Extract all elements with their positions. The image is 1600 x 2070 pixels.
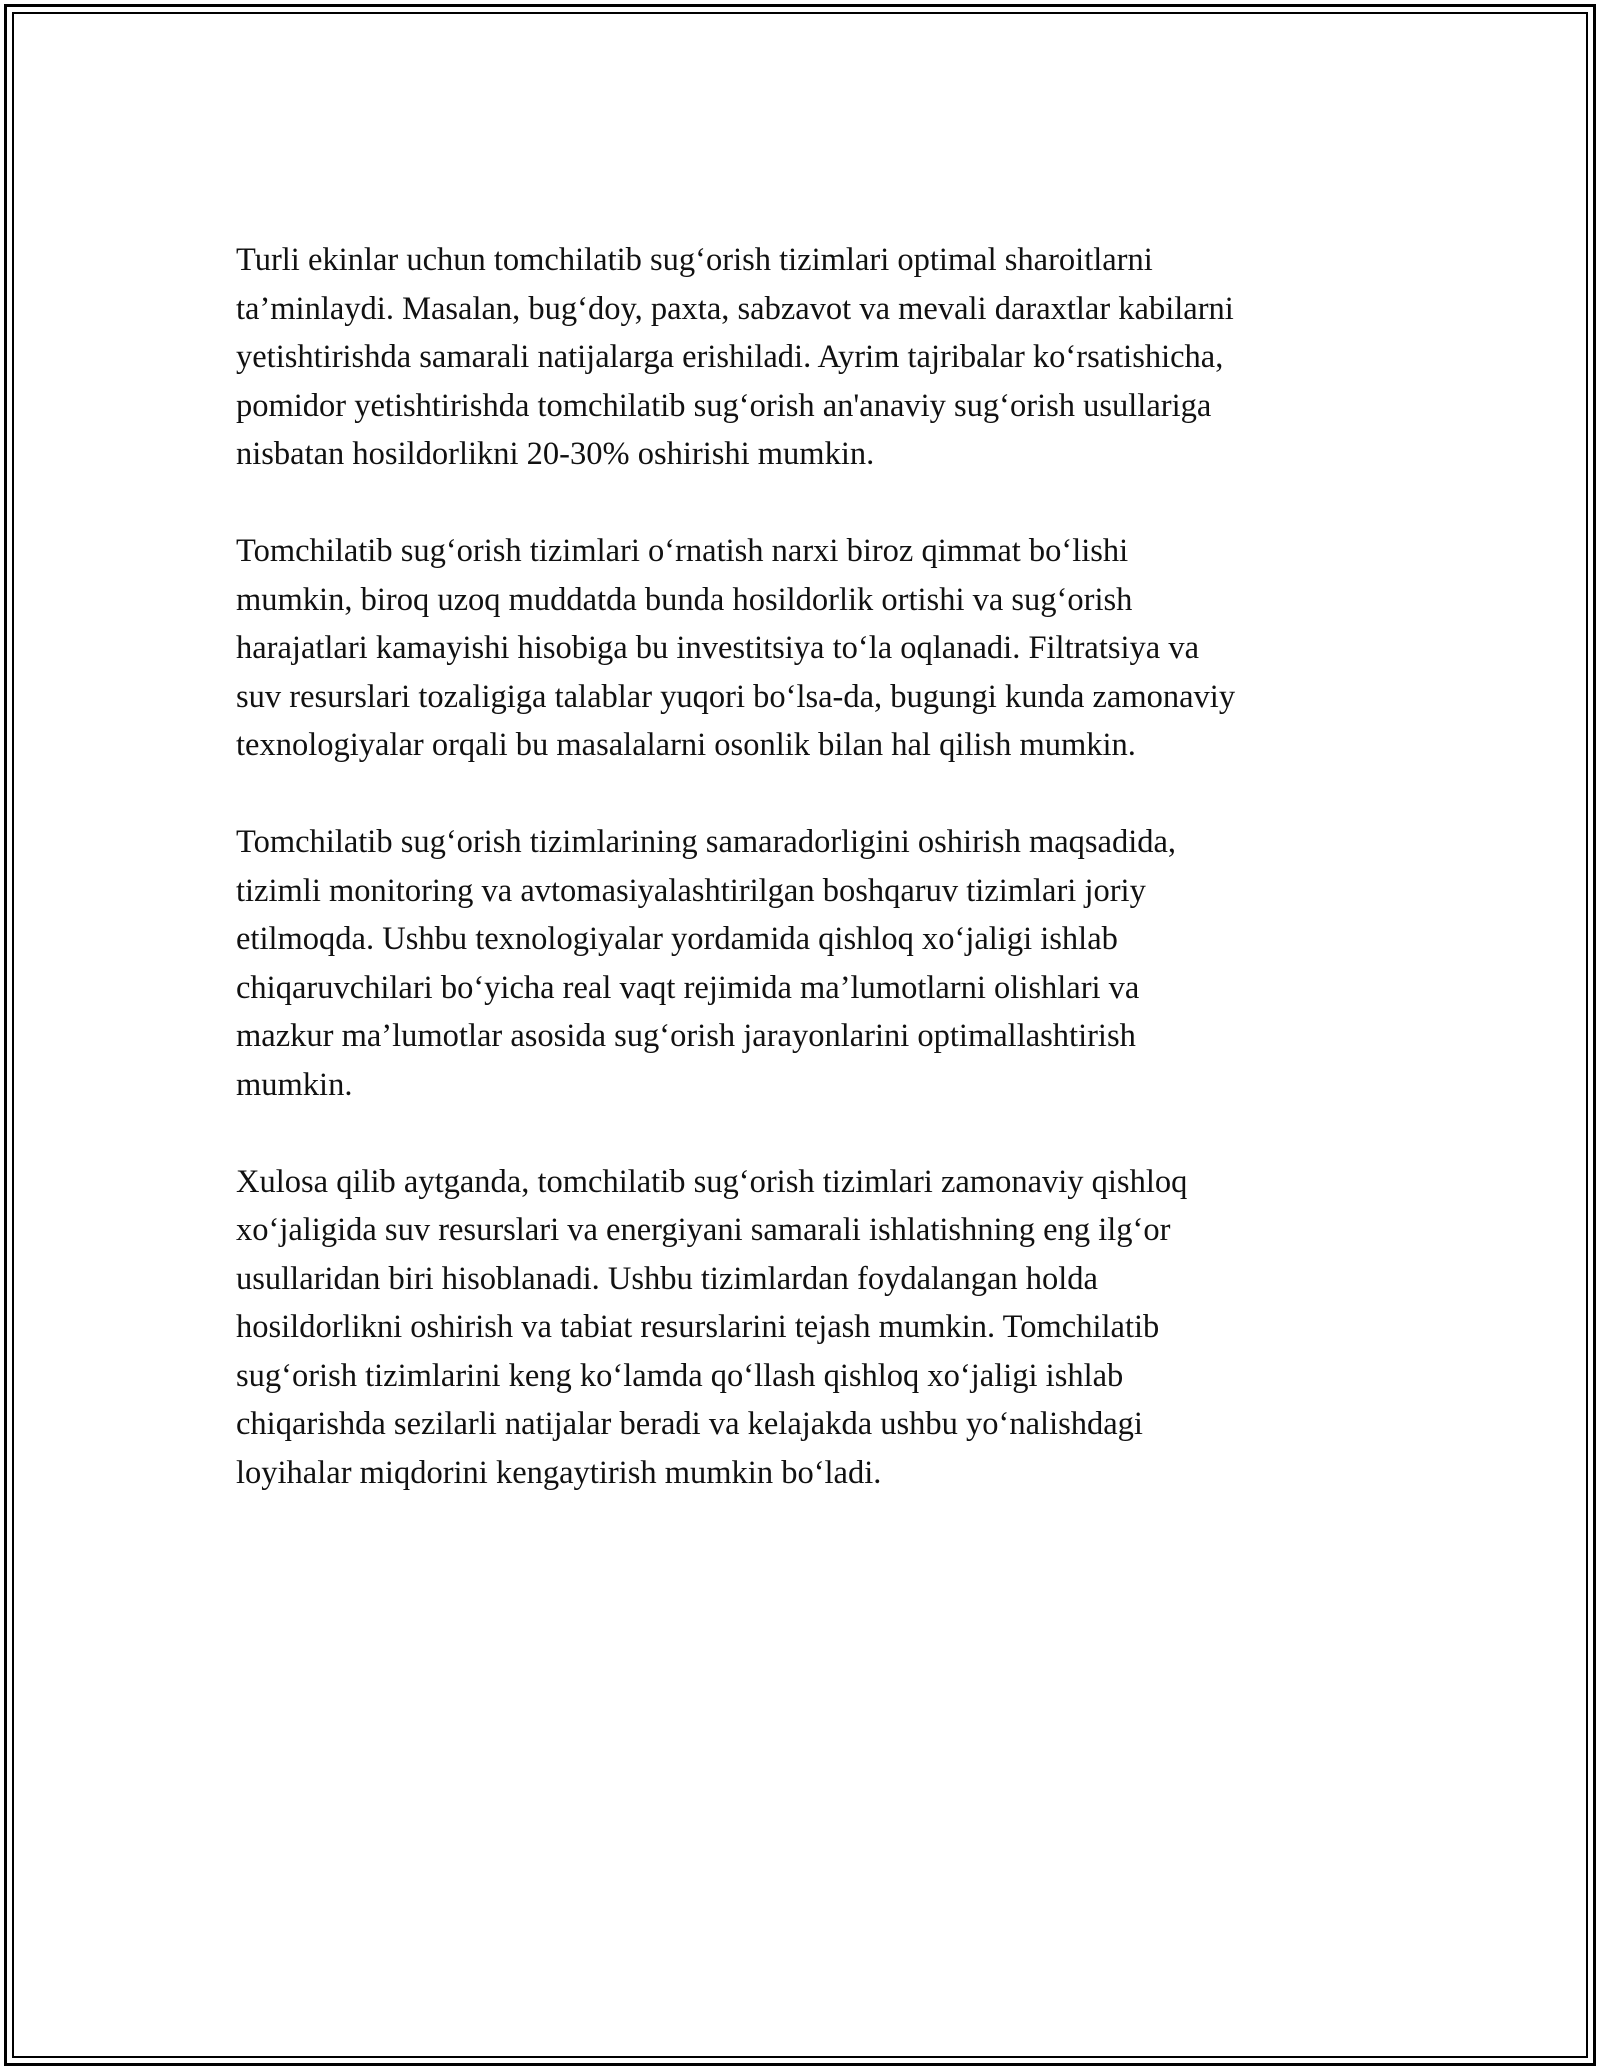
- text-line: usullaridan biri hisoblanadi. Ushbu tizimlardan foydalangan holda: [236, 1260, 1098, 1297]
- text-line: suv resurslari tozaligiga talablar yuqori bo‘lsa-da, bugungi kunda zamonaviy: [236, 678, 1236, 715]
- text-line: etilmoqda. Ushbu texnologiyalar yordamida qishloq xo‘jaligi ishlab: [236, 921, 1118, 957]
- text-line: nisbatan hosildorlikni 20-30% oshirishi mumkin.: [236, 436, 875, 472]
- paragraph-3: [236, 818, 1366, 1109]
- text-line: mumkin.: [236, 1066, 353, 1103]
- paragraph-2: [236, 527, 1366, 770]
- text-line: pomidor yetishtirishda tomchilatib sug‘orish an'anaviy sug‘orish usullariga: [236, 387, 1212, 424]
- text-line: Turli ekinlar uchun tomchilatib sug‘orish tizimlari optimal sharoitlarni: [236, 242, 1153, 278]
- text-line: sug‘orish tizimlarini keng ko‘lamda qo‘llash qishloq xo‘jaligi ishlab: [236, 1357, 1124, 1394]
- paragraph-4: [236, 1158, 1366, 1498]
- text-line: chiqarishda sezilarli natijalar beradi va kelajakda ushbu yo‘nalishdagi: [236, 1406, 1143, 1442]
- text-line: texnologiyalar orqali bu masalalarni osonlik bilan hal qilish mumkin.: [236, 727, 1136, 763]
- text-line: chiqaruvchilari bo‘yicha real vaqt rejimida ma’lumotlarni olishlari va: [236, 969, 1140, 1006]
- text-line: harajatlari kamayishi hisobiga bu investitsiya to‘la oqlanadi. Filtratsiya va: [236, 630, 1200, 666]
- text-line: Tomchilatib sug‘orish tizimlari o‘rnatish narxi biroz qimmat bo‘lishi: [236, 533, 1129, 569]
- text-line: loyihalar miqdorini kengaytirish mumkin bo‘ladi.: [236, 1454, 882, 1491]
- text-line: yetishtirishda samarali natijalarga erishiladi. Ayrim tajribalar ko‘rsatishicha,: [236, 339, 1224, 375]
- text-line: ta’minlaydi. Masalan, bug‘doy, paxta, sabzavot va mevali daraxtlar kabilarni: [236, 290, 1234, 327]
- text-line: Xulosa qilib aytganda, tomchilatib sug‘orish tizimlari zamonaviy qishloq: [236, 1163, 1188, 1200]
- text-line: hosildorlikni oshirish va tabiat resurslarini tejash mumkin. Tomchilatib: [236, 1309, 1160, 1345]
- document-body: [236, 236, 1366, 1546]
- text-line: mumkin, biroq uzoq muddatda bunda hosildorlik ortishi va sug‘orish: [236, 581, 1133, 618]
- text-line: xo‘jaligida suv resurslari va energiyani samarali ishlatishning eng ilg‘or: [236, 1212, 1171, 1248]
- text-line: tizimli monitoring va avtomasiyalashtirilgan boshqaruv tizimlari joriy: [236, 872, 1146, 909]
- text-line: Tomchilatib sug‘orish tizimlarining samaradorligini oshirish maqsadida,: [236, 824, 1177, 860]
- text-line: mazkur ma’lumotlar asosida sug‘orish jarayonlarini optimallashtirish: [236, 1018, 1136, 1054]
- paragraph-1: [236, 236, 1366, 479]
